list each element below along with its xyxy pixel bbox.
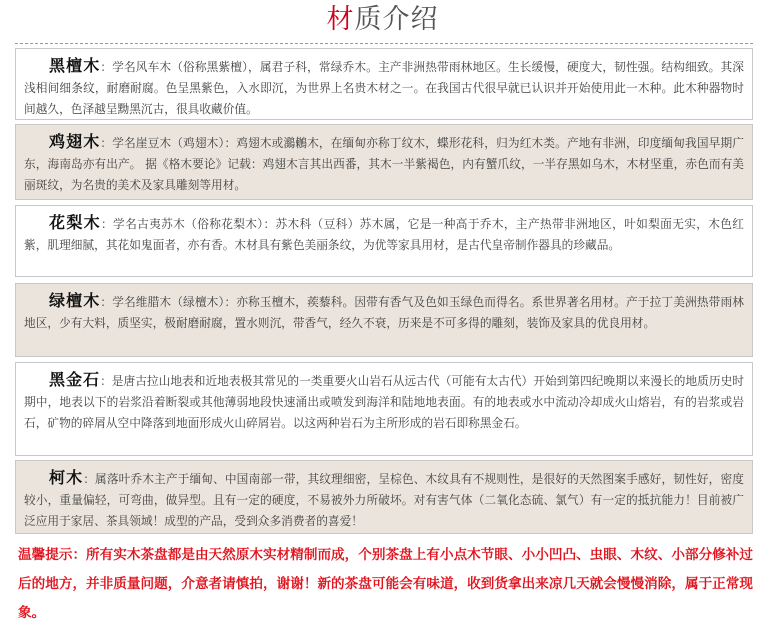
material-description: 绿檀木：学名维腊木（绿檀木）：亦称玉檀木，蒺藜科。因带有香气及色如玉绿色而得名。系世界著名用材。产于拉丁美洲热带雨林地区，少有大料，质坚实，极耐磨耐腐，置水则沉，带香气，经久不衰，历来是不可多得的雕刻，装饰及家具的优良用材。 [24, 291, 744, 330]
material-card-rosewood [15, 205, 753, 277]
material-card-ke-wood [15, 460, 753, 534]
page-title [0, 0, 765, 40]
material-card-ebony [15, 48, 753, 120]
page-title-rest: 质介绍 [354, 4, 439, 35]
material-card-green-sandalwood [15, 283, 753, 357]
material-name: 鸡翅木 [49, 132, 101, 151]
material-name: 花梨木 [49, 213, 102, 232]
material-description: 花梨木：学名古夷苏木（俗称花梨木）：苏木科（豆科）苏木属，它是一种高于乔木，主产热带非洲地区，叶如梨面无实，木色红紫，肌理细腻，其花如鬼面者，亦有香。木材具有紫色美丽条纹，为优等家具用材，是古代皇帝制作器具的珍藏品。 [24, 213, 744, 252]
page-title-first-char: 材 [326, 4, 355, 35]
material-name: 绿檀木 [49, 291, 101, 310]
warm-notice: 温馨提示：所有实木茶盘都是由天然原木实材精制而成，个别茶盘上有小点木节眼、小小凹凸、虫眼、木纹、小部分修补过后的地方，并非质量问题，介意者请慎拍，谢谢！新的茶盘可能会有味道，收到货拿出来凉几天就会慢慢消除，属于正常现象。 [18, 547, 753, 621]
material-name: 黑檀木 [49, 56, 101, 75]
material-name: 黑金石 [49, 370, 101, 389]
material-description: 黑金石：是唐古拉山地表和近地表极其常见的一类重要火山岩石从远古代（可能有太古代）开始到第四纪晚期以来漫长的地质历史时期中，地表以下的岩浆沿着断裂或其他薄弱地段快速涌出或喷发到海洋和陆地地表面。有的地表或水中流动冷却成火山熔岩，有的岩浆或岩石，矿物的碎屑从空中降落到地面形成火山碎屑岩。以这两种岩石为主所形成的岩石即称黑金石。 [24, 370, 744, 430]
material-card-wenge [15, 124, 753, 200]
material-description: 黑檀木：学名风车木（俗称黑紫檀），属君子科，常绿乔木。主产非洲热带雨林地区。生长缓慢，硬度大，韧性强。结构细致。其深浅相间细条纹，耐磨耐腐。色呈黑紫色，入水即沉，为世界上名贵木材之一。在我国古代很早就已认识并开始使用此一木种。此木种器物时间越久，色泽越呈黝黑沉古，很具收藏价值。 [24, 56, 744, 116]
material-card-black-gold-stone [15, 362, 753, 456]
material-description: 柯木：属落叶乔木主产于缅甸、中国南部一带，其纹理细密，呈棕色、木纹具有不规则性，是很好的天然图案手感好，韧性好，密度较小，重量偏轻，可弯曲，做异型。且有一定的硬度，不易被外力所破坏。对有害气体（二氧化态硫、氯气）有一定的抵抗能力！目前被广泛应用于家居、茶具领域！成型的产品，受到众多消费者的喜爱！ [24, 468, 744, 528]
material-description: 鸡翅木：学名崖豆木（鸡翅木）：鸡翅木或鸂鶒木，在缅甸亦称丁纹木，蝶形花科，归为红木类。产地有非洲，印度缅甸我国早期广东，海南岛亦有出产。 据《格木要论》记载：鸡翅木言其出西番，其木一半紫褐色，内有蟹爪纹，一半存黑如乌木，木材坚重，赤色而有美丽斑纹，为名贵的美术及家具雕刻等用材。 [24, 132, 744, 192]
title-divider [15, 43, 753, 44]
material-name: 柯木 [49, 468, 84, 487]
